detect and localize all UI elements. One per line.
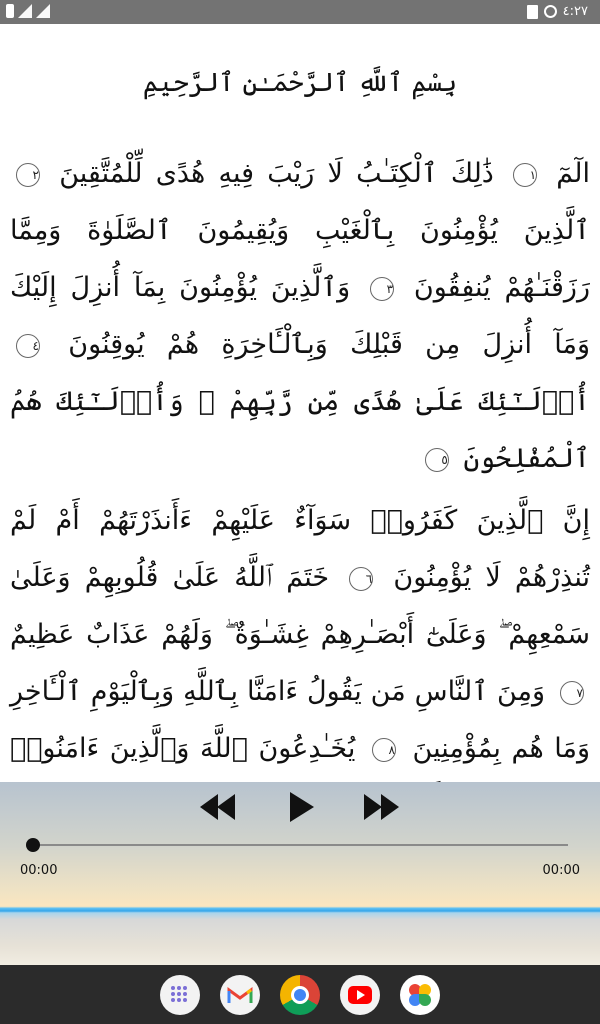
ayah-text: وَمِنَ ٱلنَّاسِ مَن يَقُولُ ءَامَنَّا بِٱللَّهِ وَبِٱلْيَوْمِ ٱلْـَٔاخِرِ وَمَا هُم بِمُؤْمِنِينَ [10,676,590,764]
ayah-number-marker: ٤ [16,334,40,358]
ayah-text: أُو۟لَـٰٓئِكَ عَلَىٰ هُدًى مِّن رَّبِّهِمْ ۖ وَأُو۟لَـٰٓئِكَ هُمُ ٱلْمُفْلِحُونَ [10,386,590,474]
ayah-text: ذَٰلِكَ ٱلْكِتَـٰبُ لَا رَيْبَ فِيهِ هُدًى لِّلْمُتَّقِينَ [59,158,494,189]
ayah-block [10,145,590,487]
app-drawer-button[interactable] [160,975,200,1015]
ayah-text: يُخَـٰدِعُونَ ٱللَّهَ وَٱلَّذِينَ ءَامَنُوا۟ [10,733,356,764]
duration-time: 00:00 [542,863,580,878]
gmail-icon [228,987,252,1003]
ayah-number-marker: ٥ [425,448,449,472]
ayah-number-marker: ٧ [560,681,584,705]
quran-reader[interactable] [0,24,600,782]
status-bar [0,0,600,24]
ayah-number-marker: ٦ [349,567,373,591]
chrome-app-button[interactable] [280,975,320,1015]
wifi-icon [36,4,50,18]
cellular-signal-icon [18,4,32,18]
ayah-text: إِنَّ ٱلَّذِينَ كَفَرُوا۟ سَوَآءٌ عَلَيْهِمْ ءَأَنذَرْتَهُمْ أَمْ لَمْ تُنذِرْهُمْ لَا يُؤْمِنُونَ [10,505,591,593]
play-button[interactable] [280,790,320,824]
ayah-number-marker: ٣ [370,277,394,301]
ayah-text: وَٱلَّذِينَ يُؤْمِنُونَ بِمَآ أُنزِلَ إِلَيْكَ وَمَآ أُنزِلَ مِن قَبْلِكَ وَبِٱلْـَٔاخِرَةِ هُمْ يُوقِنُونَ [10,272,590,360]
ayah-text: ٱلَّذِينَ يُؤْمِنُونَ بِٱلْغَيْبِ وَيُقِيمُونَ ٱلصَّلَوٰةَ وَمِمَّا رَزَقْنَـٰهُمْ يُنفِقُونَ [10,215,590,303]
app-grid-icon [171,986,189,1004]
taskbar [0,965,600,1024]
player-controls [0,790,600,824]
current-time: 00:00 [20,863,58,878]
rewind-button[interactable] [198,790,238,824]
sd-card-icon [527,5,538,19]
seek-thumb[interactable] [26,838,40,852]
youtube-app-button[interactable] [340,975,380,1015]
data-saver-icon [544,5,557,18]
ayah-text: خَتَمَ ٱللَّهُ عَلَىٰ قُلُوبِهِمْ وَعَلَىٰ سَمْعِهِمْ ۖ وَعَلَىٰٓ أَبْصَـٰرِهِمْ غِشَـٰوَةٌ ۖ وَلَهُمْ عَذَابٌ عَظِيمٌ [10,562,590,650]
sim-card-icon [6,4,14,18]
audio-player [0,782,600,965]
ayah-text: الٓمٓ [556,158,590,189]
status-time: ٤:٢٧ [562,4,588,19]
seek-bar[interactable] [32,844,568,846]
ayah-number-marker: ٨ [372,738,396,762]
play-icon [290,792,314,822]
fast-forward-button[interactable] [362,790,402,824]
ayah-number-marker: ١ [513,163,537,187]
photos-app-button[interactable] [400,975,440,1015]
ayah-number-marker: ٢ [16,163,40,187]
gmail-app-button[interactable] [220,975,260,1015]
basmala: بِسْمِ ٱللَّهِ ٱلرَّحْمَـٰنِ ٱلرَّحِيمِ [142,68,458,98]
